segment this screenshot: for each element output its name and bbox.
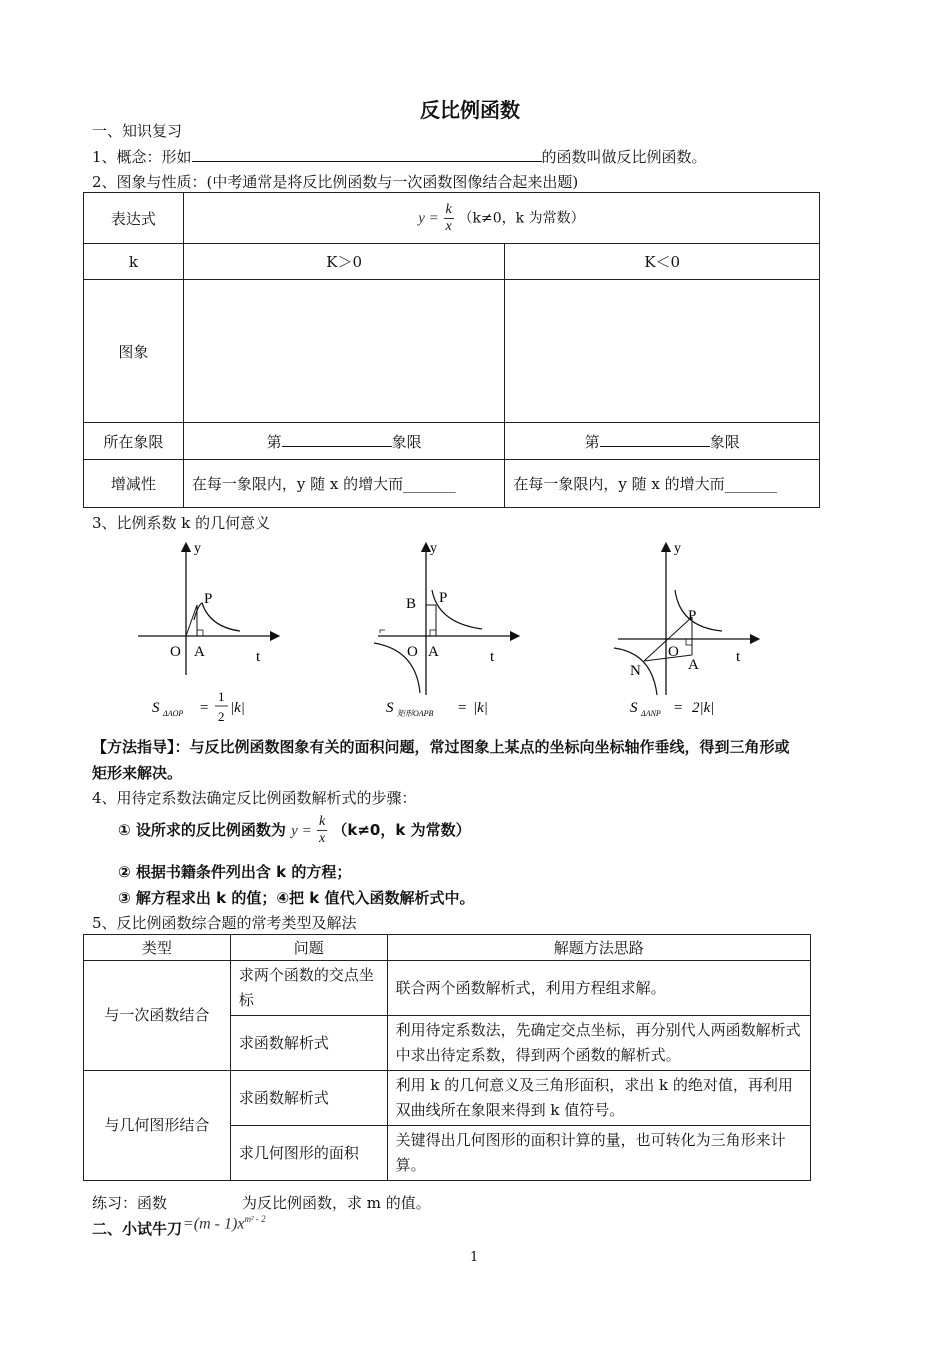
concept-suffix: 的函数叫做反比例函数。 <box>541 148 707 166</box>
label-t: t <box>490 649 495 665</box>
header-type: 类型 <box>84 935 231 961</box>
graph-label: 图象 <box>84 280 184 423</box>
question-area: 求几何图形的面积 <box>230 1126 387 1181</box>
segment-op <box>186 605 197 636</box>
k-negative: K＜0 <box>505 244 820 280</box>
method-expression-1: 利用待定系数法，先确定交点坐标，再分别代人两函数解析式中求出待定系数，得到两个函数的解析式。 <box>387 1016 810 1071</box>
practice-prefix: 练习：函数 <box>92 1194 168 1212</box>
hyperbola-branch <box>194 603 240 631</box>
comprehensive-heading: 5、反比例函数综合题的常考类型及解法 <box>92 914 357 932</box>
steps-heading: 4、用待定系数法确定反比例函数解析式的步骤： <box>92 789 417 807</box>
page-title: 反比例函数 <box>420 98 520 122</box>
graph-triangle-aop <box>130 535 290 725</box>
right-angle-mark <box>430 630 436 636</box>
quadrant-positive: 第 象限 <box>183 423 505 460</box>
formula-eq1: = <box>200 700 209 716</box>
label-t: t <box>736 649 741 665</box>
expr-formula: y = $\frac{k}{x}$ （k≠0，k 为常数） <box>183 193 819 244</box>
practice-formula: $=(m - 1)x^{m^2 - 2}$ <box>183 1214 266 1233</box>
properties-table <box>83 192 820 508</box>
monotonic-positive: 在每一象限内，y 随 x 的增大而_______ <box>183 460 505 508</box>
section-heading-review: 一、知识复习 <box>92 122 183 140</box>
quadrant-negative: 第 象限 <box>505 423 820 460</box>
label-b: B <box>406 596 417 612</box>
monotonic-label: 增减性 <box>84 460 184 508</box>
section-heading-practice: 二、小试牛刀 <box>92 1220 183 1238</box>
graph-properties-heading: 2、图象与性质：(中考通常是将反比例函数与一次函数图像结合起来出题) <box>92 173 579 191</box>
formula-s3-sub: ΔANP <box>641 709 661 718</box>
formula-num: 1 <box>218 689 225 704</box>
label-o: O <box>407 644 418 660</box>
graph-cell-negative[interactable] <box>505 280 820 423</box>
concept-blank[interactable] <box>192 147 542 162</box>
k-geometry-heading: 3、比例系数 k 的几何意义 <box>92 514 271 532</box>
question-expression-1: 求函数解析式 <box>230 1016 387 1071</box>
type-geometry: 与几何图形结合 <box>84 1071 231 1181</box>
formula-s2-sub: 矩形OAPB <box>397 709 434 718</box>
label-a: A <box>428 644 439 660</box>
formula-k1: |k| <box>230 700 245 716</box>
label-a: A <box>194 644 205 660</box>
formula-s2: S <box>386 700 394 716</box>
method-guide-line1: 【方法指导】：与反比例函数图象有关的面积问题，常过图象上某点的坐标向坐标轴作垂线，得到三角形或 <box>92 738 790 756</box>
question-intersection: 求两个函数的交点坐标 <box>230 961 387 1016</box>
graph-cell-positive[interactable] <box>183 280 505 423</box>
quadrant-label: 所在象限 <box>84 423 184 460</box>
graph-rectangle-oapb <box>370 535 530 725</box>
graph-triangle-anp <box>610 535 770 725</box>
method-expression-2: 利用 k 的几何意义及三角形面积，求出 k 的绝对值，再利用双曲线所在象限来得到 k 值符号。 <box>387 1071 810 1126</box>
label-y: y <box>430 541 437 556</box>
label-p: P <box>204 591 213 607</box>
label-o: O <box>170 644 181 660</box>
formula-k2: |k| <box>473 700 488 716</box>
label-y: y <box>194 541 201 556</box>
formula-eq2: = <box>458 700 467 716</box>
step-1: ① 设所求的反比例函数为 y = $\frac{k}{x}$ （k≠0，k 为常数） <box>118 814 471 846</box>
step-2: ② 根据书籍条件列出含 k 的方程； <box>118 863 352 881</box>
formula-eq3: = <box>674 700 683 716</box>
step1-fraction: $\frac{k}{x}$ <box>318 814 326 846</box>
practice-suffix: 为反比例函数，求 m 的值。 <box>242 1194 431 1212</box>
expr-label: 表达式 <box>84 193 184 244</box>
formula-k3: 2|k| <box>692 700 715 716</box>
label-p: P <box>688 608 697 624</box>
right-angle-mark <box>686 639 692 645</box>
header-method: 解题方法思路 <box>387 935 810 961</box>
right-angle-mark <box>197 630 203 636</box>
concept-line <box>92 146 707 167</box>
corner-mark <box>380 630 385 633</box>
page-number: 1 <box>470 1250 479 1265</box>
monotonic-negative: 在每一象限内，y 随 x 的增大而_______ <box>505 460 820 508</box>
method-guide-line2: 矩形来解决。 <box>92 764 183 782</box>
label-a: A <box>688 657 699 673</box>
method-intersection: 联合两个函数解析式，利用方程组求解。 <box>387 961 810 1016</box>
label-y: y <box>674 541 681 556</box>
formula-fraction: $\frac{k}{x}$ <box>445 201 452 234</box>
concept-prefix: 1、概念：形如 <box>92 148 192 166</box>
formula-s1-sub: ΔAOP <box>163 709 184 718</box>
label-o: O <box>668 644 679 660</box>
label-p: P <box>439 590 448 606</box>
header-question: 问题 <box>230 935 387 961</box>
k-label: k <box>84 244 184 280</box>
formula-s3: S <box>630 700 638 716</box>
formula-s1: S <box>152 700 160 716</box>
k-positive: K＞0 <box>183 244 505 280</box>
label-n: N <box>630 663 641 679</box>
label-t: t <box>256 649 261 665</box>
problem-types-table <box>83 934 811 1181</box>
question-expression-2: 求函数解析式 <box>230 1071 387 1126</box>
type-linear: 与一次函数结合 <box>84 961 231 1071</box>
step-3: ③ 解方程求出 k 的值；④把 k 值代入函数解析式中。 <box>118 889 475 907</box>
hyperbola-branch-1 <box>675 590 722 631</box>
method-area: 关键得出几何图形的面积计算的量，也可转化为三角形来计算。 <box>387 1126 810 1181</box>
formula-den: 2 <box>218 709 225 724</box>
